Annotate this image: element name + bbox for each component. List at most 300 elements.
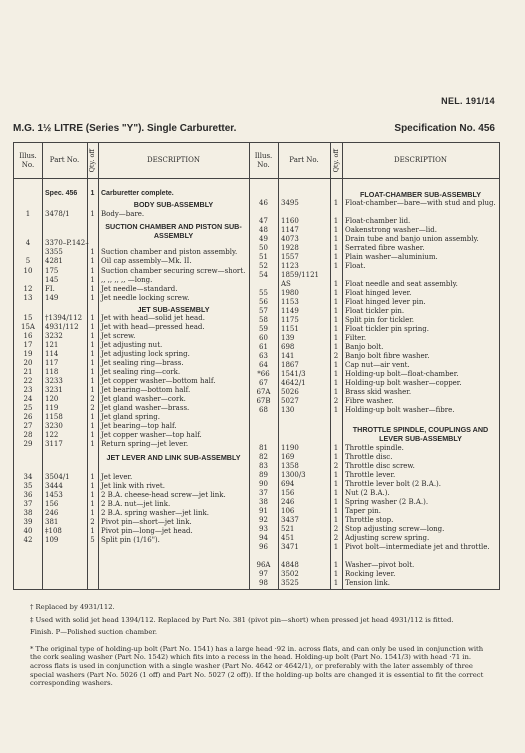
row-part: 1453 — [45, 491, 63, 499]
row-desc: Pivot bolt—intermediate jet and throttle. — [345, 543, 490, 551]
row-desc: Banjo bolt. — [345, 343, 384, 351]
row-part: 4073 — [281, 235, 299, 243]
row-qty: 1 — [333, 226, 339, 234]
row-illus: *66 — [257, 370, 270, 378]
row-illus: 81 — [259, 444, 268, 452]
row-desc: Washer—pivot bolt. — [345, 561, 415, 569]
row-desc: Pivot pin—short—jet link. — [101, 518, 192, 526]
row-qty: 1 — [333, 307, 339, 315]
row-part: 381 — [45, 518, 59, 526]
row-qty: 1 — [333, 498, 339, 506]
row-part: 521 — [281, 525, 295, 533]
row-part: 1928 — [281, 244, 299, 252]
row-qty: 1 — [333, 298, 339, 306]
row-illus: 67B — [256, 397, 271, 405]
row-qty: 2 — [333, 397, 339, 405]
row-qty: 1 — [90, 350, 95, 358]
row-part: 1300/3 — [281, 471, 306, 479]
row-qty: 1 — [90, 248, 95, 256]
footnotes — [30, 603, 495, 692]
row-part: 1190 — [281, 444, 299, 452]
row-desc: Oil cap assembly—Mk. II. — [101, 257, 192, 265]
row-part: 4848 — [281, 561, 299, 569]
row-part: 1541/3 — [281, 370, 306, 378]
specification-number: Specification No. 456 — [394, 123, 495, 134]
row-illus: 42 — [23, 536, 33, 544]
row-part: 3471 — [281, 543, 299, 551]
row-part: 1867 — [281, 361, 299, 369]
row-desc: Suction chamber and piston assembly. — [101, 248, 238, 256]
row-part: 3231 — [45, 386, 63, 394]
row-part: 1557 — [281, 253, 299, 261]
row-part: 156 — [45, 500, 59, 508]
row-qty: 1 — [90, 509, 95, 517]
row-illus: 96 — [259, 543, 268, 551]
row-desc: Jet sealing ring—cork. — [101, 368, 181, 376]
row-illus: 61 — [259, 343, 268, 351]
row-part: 1149 — [281, 307, 299, 315]
row-illus: 38 — [23, 509, 33, 517]
row-desc: Jet sealing ring—brass. — [101, 359, 184, 367]
row-part: 106 — [281, 507, 295, 515]
header-illus-left: Illus. No. — [14, 143, 42, 179]
row-illus: 98 — [259, 579, 268, 587]
row-illus: 5 — [25, 257, 31, 265]
row-part: 3117 — [45, 440, 63, 448]
row-illus: 15A — [21, 323, 35, 331]
row-qty: 2 — [333, 462, 339, 470]
row-illus: 25 — [23, 404, 33, 412]
row-qty: 2 — [333, 525, 339, 533]
row-part: 122 — [45, 431, 59, 439]
row-qty: 1 — [90, 491, 95, 499]
row-qty: 1 — [333, 489, 339, 497]
row-part: 3370–P.142– — [45, 239, 89, 247]
row-desc: Float hinged lever pin. — [345, 298, 426, 306]
row-qty: 1 — [90, 482, 95, 490]
row-illus: 68 — [259, 406, 268, 414]
row-part: 141 — [281, 352, 295, 360]
row-qty: 1 — [333, 379, 339, 387]
row-part: 694 — [281, 480, 295, 488]
row-qty: 1 — [333, 453, 339, 461]
row-desc: Throttle disc screw. — [345, 462, 415, 470]
row-desc: Nut (2 B.A.). — [345, 489, 390, 497]
section-heading: FLOAT-CHAMBER SUB-ASSEMBLY — [360, 190, 481, 199]
row-illus: 56 — [259, 298, 268, 306]
row-desc: Body—bare. — [101, 210, 145, 218]
row-qty: 1 — [90, 294, 95, 302]
row-part: 4281 — [45, 257, 63, 265]
row-desc: Jet screw. — [101, 332, 136, 340]
row-part: 4931/112 — [45, 323, 79, 331]
row-part: 156 — [281, 489, 295, 497]
row-illus: 92 — [259, 516, 268, 524]
row-qty: 1 — [333, 471, 339, 479]
row-desc: Throttle disc. — [345, 453, 393, 461]
row-qty: 1 — [90, 377, 95, 385]
row-desc: Fibre washer. — [345, 397, 394, 405]
row-qty: 1 — [333, 480, 339, 488]
header-part-left: Part No. — [42, 143, 87, 179]
row-desc: Carburetter complete. — [101, 190, 174, 197]
row-illus: 13 — [23, 294, 33, 302]
footnote-asterisk: * The original type of holding-up bolt (Part No. 1541) has a large head ·92 in. across flats, and can only be used in conjunction with the cork sealing washer (Part No. 1542) which fits into a recess in the head. Holding-up bolt (Part No. 1541/3) with head ·71 in. across flats is used in conjunction with a single washer (Part No. 4642 or 4642/1), or preferably with the later assembly of three special washers (Part No. 5026 (1 off) and Part No. 5027 (2 off)). If the holding-up bolts are changed it is essential to fit the correct corresponding washers. — [30, 644, 484, 688]
parts-table — [13, 142, 500, 590]
row-qty: 1 — [333, 406, 339, 414]
row-desc: Brass skid washer. — [345, 388, 412, 396]
row-illus: 27 — [23, 422, 33, 430]
row-qty: 1 — [333, 235, 339, 243]
row-qty: 1 — [333, 388, 339, 396]
row-qty: 1 — [90, 323, 95, 331]
row-qty: 1 — [90, 422, 95, 430]
row-part: 3232 — [45, 332, 63, 340]
row-part: 698 — [281, 343, 295, 351]
row-desc: Jet gland spring. — [101, 413, 160, 421]
row-desc: Float tickler pin spring. — [345, 325, 430, 333]
row-qty: 1 — [90, 413, 95, 421]
row-qty: 2 — [90, 404, 95, 412]
row-desc: Throttle spindle. — [345, 444, 404, 452]
row-part: 118 — [45, 368, 59, 376]
header-illus-right: Illus. No. — [249, 143, 278, 179]
row-part: 246 — [45, 509, 59, 517]
row-illus: 89 — [259, 471, 268, 479]
row-part: 5026 — [281, 388, 299, 396]
section-heading: JET SUB-ASSEMBLY — [137, 305, 210, 314]
row-illus: 82 — [259, 453, 268, 461]
row-illus: 97 — [259, 570, 268, 578]
row-part: 3444 — [45, 482, 63, 490]
row-illus: 28 — [23, 431, 33, 439]
row-illus: 59 — [259, 325, 268, 333]
row-desc: Split pin (1/16"). — [101, 536, 160, 544]
row-qty: 1 — [90, 386, 95, 394]
header-desc-left: DESCRIPTION — [98, 143, 249, 179]
row-qty: 1 — [90, 368, 95, 376]
row-qty: 2 — [90, 518, 95, 526]
row-qty: 1 — [90, 332, 95, 340]
row-illus: 35 — [23, 482, 33, 490]
row-illus: 96A — [256, 561, 271, 569]
row-part: 3502 — [281, 570, 299, 578]
header-qty-right: Qty. off — [330, 143, 342, 179]
row-qty: 1 — [333, 316, 339, 324]
row-qty: 1 — [90, 440, 95, 448]
row-desc: Throttle stop. — [345, 516, 394, 524]
row-illus: 48 — [259, 226, 268, 234]
row-qty: 1 — [333, 361, 339, 369]
row-desc: Jet link with rivet. — [101, 482, 165, 490]
footnote-double-dagger: ‡ Used with solid jet head 1394/112. Replaced by Part No. 381 (pivot pin—short) when pressed jet head 4931/112 is fitted. — [30, 615, 454, 624]
row-desc: Float-chamber—bare—with stud and plug. — [345, 199, 496, 207]
row-desc: Jet with head—pressed head. — [101, 323, 205, 331]
row-part: AS — [281, 280, 291, 288]
section-heading: THROTTLE SPINDLE, COUPLINGS AND LEVER SUB-ASSEMBLY — [352, 425, 489, 443]
row-illus: 63 — [259, 352, 268, 360]
row-desc: Holding-up bolt—float-chamber. — [345, 370, 459, 378]
column-rule — [342, 143, 343, 589]
row-illus: 38 — [259, 498, 268, 506]
row-desc: Float-chamber lid. — [345, 217, 411, 225]
row-qty: 1 — [90, 341, 95, 349]
row-desc: Oakenstrong washer—lid. — [345, 226, 437, 234]
row-illus: 12 — [23, 285, 33, 293]
row-qty: 1 — [333, 343, 339, 351]
row-part: 1123 — [281, 262, 299, 270]
row-desc: Jet copper washer—bottom half. — [101, 377, 216, 385]
row-illus: 54 — [259, 271, 268, 279]
row-desc: Rocking lever. — [345, 570, 396, 578]
row-qty: 1 — [333, 579, 339, 587]
row-part: 1153 — [281, 298, 299, 306]
row-illus: 55 — [259, 289, 268, 297]
row-illus: 57 — [259, 307, 268, 315]
row-part: 3437 — [281, 516, 299, 524]
row-illus: 46 — [259, 199, 268, 207]
row-desc: 2 B.A. spring washer—jet link. — [101, 509, 209, 517]
row-part: 109 — [45, 536, 59, 544]
row-qty: 1 — [333, 570, 339, 578]
row-illus: 21 — [23, 368, 33, 376]
row-part: 175 — [45, 267, 59, 275]
row-qty: 1 — [90, 500, 95, 508]
row-qty: 1 — [333, 244, 339, 252]
row-desc: Jet gland washer—brass. — [101, 404, 190, 412]
row-illus: 24 — [23, 395, 33, 403]
row-illus: 29 — [23, 440, 33, 448]
row-part: 1147 — [281, 226, 299, 234]
row-desc: Jet lever. — [101, 473, 133, 481]
row-part: 3478/1 — [45, 210, 70, 218]
row-qty: 1 — [333, 253, 339, 261]
row-desc: Holding-up bolt washer—copper. — [345, 379, 462, 387]
section-heading: JET LEVER AND LINK SUB-ASSEMBLY — [106, 453, 241, 462]
row-desc: Spring washer (2 B.A.). — [345, 498, 429, 506]
row-illus: 91 — [259, 507, 268, 515]
row-part: 139 — [281, 334, 295, 342]
row-illus: 67A — [256, 388, 271, 396]
row-qty: 1 — [333, 217, 339, 225]
row-illus: 4 — [25, 239, 31, 247]
row-qty: 1 — [333, 370, 339, 378]
row-part: 121 — [45, 341, 59, 349]
row-desc: Throttle lever bolt (2 B.A.). — [345, 480, 442, 488]
row-illus: 23 — [23, 386, 33, 394]
row-qty: 1 — [333, 325, 339, 333]
row-desc: Tension link. — [345, 579, 391, 587]
header-desc-right: DESCRIPTION — [342, 143, 499, 179]
section-heading: SUCTION CHAMBER AND PISTON SUB-ASSEMBLY — [105, 222, 242, 240]
row-illus: 64 — [259, 361, 268, 369]
row-part: 3495 — [281, 199, 299, 207]
row-illus: 1 — [25, 210, 31, 218]
row-part: 1980 — [281, 289, 299, 297]
row-part: 451 — [281, 534, 295, 542]
row-desc: Jet adjusting lock spring. — [101, 350, 190, 358]
row-part: 1151 — [281, 325, 299, 333]
row-desc: Jet bearing—bottom half. — [101, 386, 191, 394]
row-illus: 36 — [23, 491, 33, 499]
row-illus: 39 — [23, 518, 33, 526]
row-desc: 2 B.A. cheese-head screw—jet link. — [101, 491, 226, 499]
row-part: 1158 — [45, 413, 63, 421]
row-illus: 10 — [23, 267, 33, 275]
row-desc: Float hinged lever. — [345, 289, 412, 297]
row-desc: Float tickler pin. — [345, 307, 405, 315]
header-part-right: Part No. — [278, 143, 330, 179]
row-desc: Float. — [345, 262, 366, 270]
row-part: 5027 — [281, 397, 299, 405]
row-desc: Holding-up bolt washer—fibre. — [345, 406, 455, 414]
row-illus: 20 — [23, 359, 33, 367]
row-qty: 2 — [333, 352, 339, 360]
row-qty: 1 — [90, 210, 95, 218]
row-illus: 16 — [23, 332, 33, 340]
row-part: 119 — [45, 404, 59, 412]
row-desc: Adjusting screw spring. — [345, 534, 430, 542]
row-illus: 67 — [259, 379, 268, 387]
row-qty: 1 — [333, 262, 339, 270]
row-desc: Jet copper washer—top half. — [101, 431, 202, 439]
row-part: 169 — [281, 453, 295, 461]
row-part: 120 — [45, 395, 59, 403]
row-desc: Suction chamber securing screw—short. — [101, 267, 246, 275]
row-qty: 1 — [90, 314, 95, 322]
row-qty: 1 — [90, 431, 95, 439]
row-qty: 2 — [90, 395, 95, 403]
row-qty: 1 — [333, 289, 339, 297]
row-part: 1175 — [281, 316, 299, 324]
row-desc: Jet needle—standard. — [101, 285, 178, 293]
row-part: FI. — [45, 285, 55, 293]
row-desc: Banjo bolt fibre washer. — [345, 352, 430, 360]
row-part: 1160 — [281, 217, 299, 225]
document-title: M.G. 1½ LITRE (Series "Y"). Single Carburetter. — [13, 123, 237, 134]
row-desc: Cap nut—air vent. — [345, 361, 410, 369]
row-part: 149 — [45, 294, 59, 302]
row-qty: 1 — [333, 444, 339, 452]
row-part: 130 — [281, 406, 295, 414]
row-illus: 49 — [259, 235, 268, 243]
row-desc: Serrated fibre washer. — [345, 244, 425, 252]
row-qty: 1 — [333, 334, 339, 342]
row-qty: 1 — [333, 516, 339, 524]
row-illus: 26 — [23, 413, 33, 421]
row-qty: 1 — [333, 507, 339, 515]
title-row — [13, 123, 495, 134]
row-part: 1358 — [281, 462, 299, 470]
row-part: 3504/1 — [45, 473, 70, 481]
header-qty-left: Qty. off — [87, 143, 98, 179]
row-desc: 2 B.A. nut—jet link. — [101, 500, 171, 508]
row-illus: 19 — [23, 350, 33, 358]
row-desc: Taper pin. — [345, 507, 381, 515]
row-part: 117 — [45, 359, 59, 367]
row-desc: Return spring—jet lever. — [101, 440, 189, 448]
row-illus: 37 — [259, 489, 268, 497]
row-desc: Filter. — [345, 334, 367, 342]
row-qty: 1 — [333, 561, 339, 569]
row-illus: 15 — [23, 314, 33, 322]
row-desc: Pivot pin—long—jet head. — [101, 527, 193, 535]
row-illus: 40 — [23, 527, 33, 535]
row-illus: 93 — [259, 525, 268, 533]
column-rule — [42, 143, 43, 589]
row-desc: Plain washer—aluminium. — [345, 253, 438, 261]
row-illus: 51 — [259, 253, 268, 261]
publication-reference: NEL. 191/14 — [441, 96, 495, 106]
footnote-finish: Finish. P—Polished suction chamber. — [30, 628, 158, 637]
row-illus: 47 — [259, 217, 268, 225]
column-rule — [278, 143, 279, 589]
row-illus: 60 — [259, 334, 268, 342]
row-illus: 94 — [259, 534, 268, 542]
row-illus: 34 — [23, 473, 33, 481]
row-qty: 1 — [90, 473, 95, 481]
row-illus: 52 — [259, 262, 268, 270]
row-illus: 17 — [23, 341, 33, 349]
row-qty: 1 — [333, 199, 339, 207]
row-illus: 37 — [23, 500, 33, 508]
row-part: 3355 — [45, 248, 63, 256]
row-part: Spec. 456 — [45, 190, 78, 197]
row-qty: 1 — [90, 285, 95, 293]
row-desc: Jet gland washer—cork. — [101, 395, 186, 403]
section-heading: BODY SUB-ASSEMBLY — [133, 200, 214, 209]
row-desc: Jet with head—solid jet head. — [101, 314, 205, 322]
row-part: †1394/112 — [45, 314, 83, 322]
row-desc: ,, ,, ,, ,, —long. — [101, 276, 153, 284]
row-qty: 1 — [333, 280, 339, 288]
row-qty: 1 — [90, 267, 95, 275]
row-desc: Throttle lever. — [345, 471, 396, 479]
row-illus: 50 — [259, 244, 268, 252]
row-desc: Jet adjusting nut. — [101, 341, 163, 349]
row-illus: 83 — [259, 462, 268, 470]
footnote-dagger: † Replaced by 4931/112. — [30, 603, 115, 611]
row-part: 114 — [45, 350, 59, 358]
row-part: 246 — [281, 498, 295, 506]
row-qty: 1 — [90, 257, 95, 265]
row-desc: Jet bearing—top half. — [101, 422, 177, 430]
row-part: 3230 — [45, 422, 63, 430]
row-qty: 5 — [90, 536, 95, 544]
row-illus: 58 — [259, 316, 268, 324]
row-qty: 1 — [90, 190, 95, 197]
row-part: 145 — [45, 276, 59, 284]
row-qty: 1 — [333, 543, 339, 551]
row-part: 1859/1121 — [281, 271, 319, 279]
row-qty: 1 — [90, 527, 95, 535]
row-desc: Jet needle locking screw. — [101, 294, 190, 302]
row-desc: Drain tube and banjo union assembly. — [345, 235, 479, 243]
row-desc: Split pin for tickler. — [345, 316, 415, 324]
row-desc: Stop adjusting screw—long. — [345, 525, 445, 533]
column-rule — [98, 143, 99, 589]
row-part: 3233 — [45, 377, 63, 385]
row-part: 3525 — [281, 579, 299, 587]
row-illus: 90 — [259, 480, 268, 488]
row-qty: 1 — [90, 276, 95, 284]
row-qty: 1 — [90, 359, 95, 367]
row-part: 4642/1 — [281, 379, 306, 387]
row-illus: 22 — [23, 377, 33, 385]
row-desc: Float needle and seat assembly. — [345, 280, 458, 288]
row-qty: 2 — [333, 534, 339, 542]
row-part: ‡108 — [45, 527, 62, 535]
